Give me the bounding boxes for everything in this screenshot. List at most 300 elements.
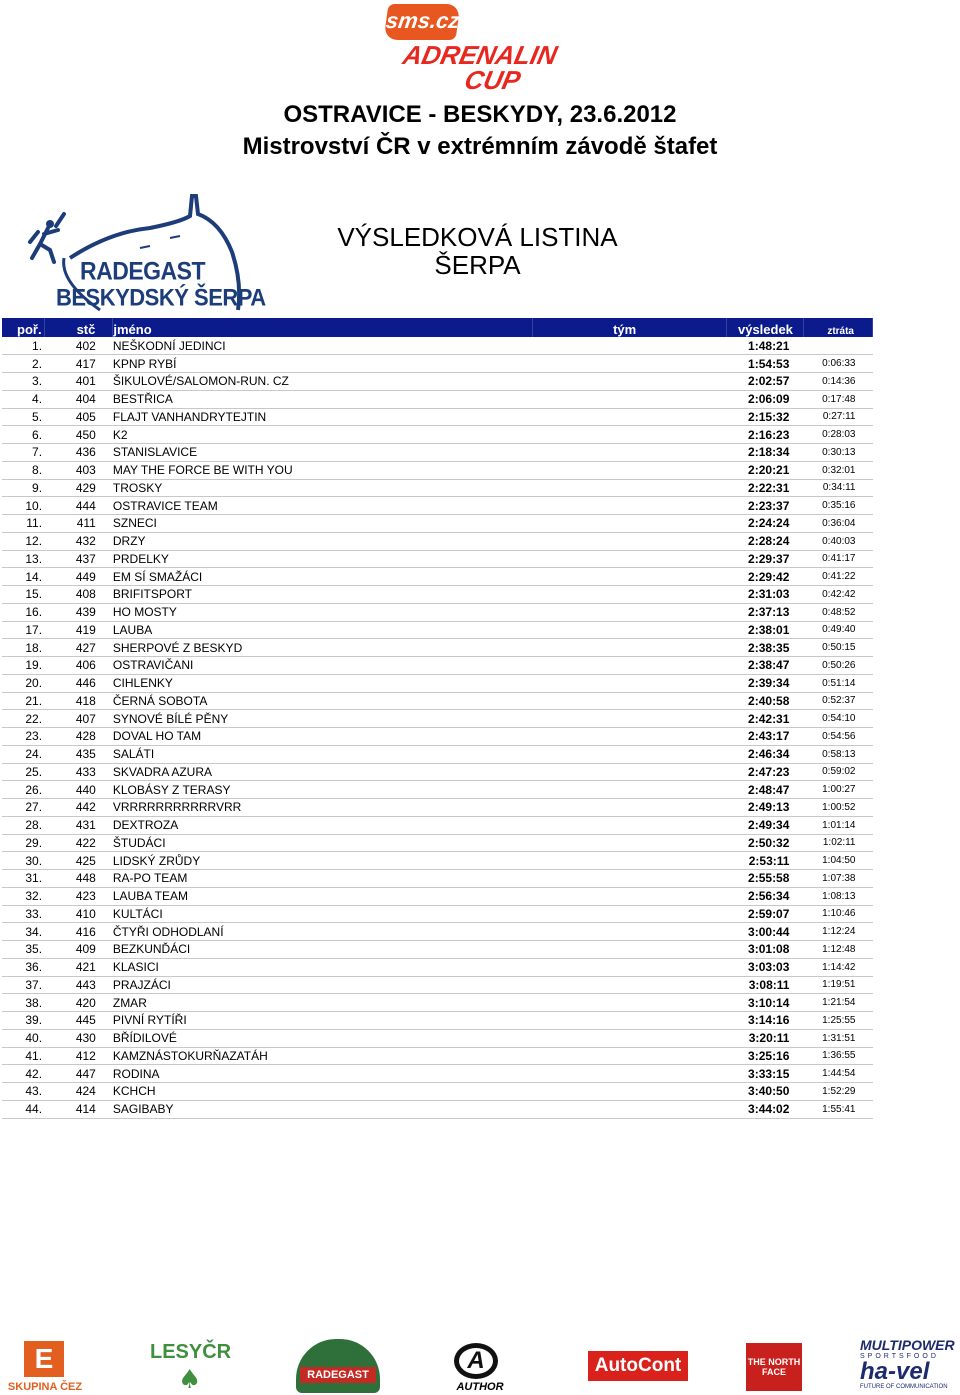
cell-result: 2:55:58 (726, 870, 803, 888)
table-row (2, 657, 873, 675)
cell-team (533, 426, 726, 444)
cell-name: K2 (113, 426, 533, 444)
cell-result: 2:06:09 (726, 390, 803, 408)
cell-rank: 27. (2, 799, 44, 817)
cell-result: 2:43:17 (726, 728, 803, 746)
cell-result: 3:08:11 (726, 976, 803, 994)
cell-bib: 436 (44, 444, 113, 462)
cell-name: KCHCH (113, 1083, 533, 1101)
cell-result: 3:03:03 (726, 958, 803, 976)
cell-loss: 0:17:48 (803, 390, 872, 408)
cell-name: OSTRAVICE TEAM (113, 497, 533, 515)
cell-rank: 22. (2, 710, 44, 728)
cell-team (533, 479, 726, 497)
cell-name: LAUBA (113, 621, 533, 639)
cell-team (533, 692, 726, 710)
cell-rank: 29. (2, 834, 44, 852)
beskydsky-serpa-logo (20, 192, 266, 312)
cell-bib: 403 (44, 461, 113, 479)
cell-rank: 24. (2, 745, 44, 763)
cell-name: ZMAR (113, 994, 533, 1012)
havel-logo-text: ha-vel (860, 1358, 930, 1385)
cell-loss: 0:40:03 (803, 532, 872, 550)
cell-rank: 35. (2, 941, 44, 959)
cell-name: EM SÍ SMAŽÁCI (113, 568, 533, 586)
author-logo-text: AUTHOR (456, 1381, 504, 1393)
cell-name: BESTŘICA (113, 390, 533, 408)
cell-name: SKVADRA AZURA (113, 763, 533, 781)
cell-loss: 0:35:16 (803, 497, 872, 515)
autocont-logo: AutoCont (588, 1351, 688, 1381)
cell-rank: 30. (2, 852, 44, 870)
cell-result: 2:16:23 (726, 426, 803, 444)
table-row (2, 532, 873, 550)
cell-result: 2:47:23 (726, 763, 803, 781)
cell-team (533, 816, 726, 834)
smscz-logo-text: sms.cz (383, 4, 460, 40)
radegast-sponsor-text: RADEGAST (300, 1367, 376, 1383)
table-row (2, 887, 873, 905)
cell-team (533, 994, 726, 1012)
cell-loss: 1:12:48 (803, 941, 872, 959)
cell-loss: 0:41:22 (803, 568, 872, 586)
cell-team (533, 621, 726, 639)
cell-rank: 25. (2, 763, 44, 781)
cell-team (533, 586, 726, 604)
cell-name: LIDSKÝ ZRŮDY (113, 852, 533, 870)
cell-rank: 11. (2, 515, 44, 533)
cell-loss: 1:12:24 (803, 923, 872, 941)
cell-bib: 410 (44, 905, 113, 923)
cell-result: 3:44:02 (726, 1100, 803, 1118)
table-row (2, 1029, 873, 1047)
cell-result: 2:31:03 (726, 586, 803, 604)
table-row (2, 1100, 873, 1118)
cell-bib: 411 (44, 515, 113, 533)
table-row (2, 958, 873, 976)
cell-result: 2:38:47 (726, 657, 803, 675)
lesy-cr-logo (150, 1341, 238, 1395)
col-header-result: výsledek (726, 318, 803, 337)
cell-team (533, 373, 726, 391)
cell-name: KLOBÁSY Z TERASY (113, 781, 533, 799)
cell-result: 3:40:50 (726, 1083, 803, 1101)
cell-bib: 445 (44, 1012, 113, 1030)
cell-rank: 34. (2, 923, 44, 941)
cell-loss: 1:31:51 (803, 1029, 872, 1047)
table-row (2, 728, 873, 746)
cell-loss: 1:00:52 (803, 799, 872, 817)
table-row (2, 373, 873, 391)
table-row (2, 586, 873, 604)
cell-bib: 412 (44, 1047, 113, 1065)
col-header-loss: ztráta (803, 318, 872, 337)
cell-bib: 427 (44, 639, 113, 657)
cell-rank: 32. (2, 887, 44, 905)
cell-rank: 14. (2, 568, 44, 586)
cell-bib: 428 (44, 728, 113, 746)
table-row (2, 923, 873, 941)
cell-loss: 1:10:46 (803, 905, 872, 923)
cell-bib: 450 (44, 426, 113, 444)
tree-icon: ♠ (178, 1365, 202, 1395)
cell-rank: 31. (2, 870, 44, 888)
cell-rank: 37. (2, 976, 44, 994)
cell-result: 3:25:16 (726, 1047, 803, 1065)
cell-bib: 431 (44, 816, 113, 834)
cell-bib: 440 (44, 781, 113, 799)
event-title: OSTRAVICE - BESKYDY, 23.6.2012 (283, 101, 677, 128)
results-category: ŠERPA (434, 250, 521, 280)
cell-rank: 5. (2, 408, 44, 426)
cell-loss: 1:52:29 (803, 1083, 872, 1101)
cell-result: 2:37:13 (726, 603, 803, 621)
table-row (2, 621, 873, 639)
cell-team (533, 958, 726, 976)
cell-loss: 0:49:40 (803, 621, 872, 639)
cell-rank: 41. (2, 1047, 44, 1065)
results-body (2, 337, 873, 1118)
cell-bib: 447 (44, 1065, 113, 1083)
cell-loss: 1:36:55 (803, 1047, 872, 1065)
cell-rank: 42. (2, 1065, 44, 1083)
cell-bib: 430 (44, 1029, 113, 1047)
cell-result: 3:14:16 (726, 1012, 803, 1030)
table-row (2, 870, 873, 888)
cell-bib: 425 (44, 852, 113, 870)
table-row (2, 905, 873, 923)
table-header-row (2, 318, 873, 337)
cell-team (533, 852, 726, 870)
table-row (2, 941, 873, 959)
cell-bib: 408 (44, 586, 113, 604)
cell-rank: 9. (2, 479, 44, 497)
cell-loss (803, 337, 872, 355)
cell-team (533, 781, 726, 799)
cell-team (533, 941, 726, 959)
table-row (2, 550, 873, 568)
cell-bib: 420 (44, 994, 113, 1012)
cell-bib: 446 (44, 674, 113, 692)
cell-loss: 0:50:26 (803, 657, 872, 675)
cell-name: DEXTROZA (113, 816, 533, 834)
cell-name: ŠIKULOVÉ/SALOMON-RUN. CZ (113, 373, 533, 391)
table-row (2, 497, 873, 515)
cell-team (533, 639, 726, 657)
multipower-logo-text: MULTIPOWER (860, 1337, 955, 1353)
cell-name: TROSKY (113, 479, 533, 497)
cell-loss: 1:19:51 (803, 976, 872, 994)
cell-team (533, 1047, 726, 1065)
cell-result: 3:00:44 (726, 923, 803, 941)
cell-result: 3:10:14 (726, 994, 803, 1012)
cell-name: RA-PO TEAM (113, 870, 533, 888)
radegast-logo-text: RADEGAST (80, 256, 206, 286)
cell-rank: 23. (2, 728, 44, 746)
cell-result: 2:28:24 (726, 532, 803, 550)
sponsors-bar (0, 1335, 960, 1395)
cell-team (533, 674, 726, 692)
cell-result: 2:49:13 (726, 799, 803, 817)
adrenalin-cup-logo (370, 2, 590, 94)
cell-name: SAGIBABY (113, 1100, 533, 1118)
cell-bib: 409 (44, 941, 113, 959)
cell-team (533, 745, 726, 763)
cell-bib: 404 (44, 390, 113, 408)
table-row (2, 763, 873, 781)
table-row (2, 390, 873, 408)
cell-bib: 432 (44, 532, 113, 550)
table-row (2, 674, 873, 692)
cell-team (533, 444, 726, 462)
table-row (2, 976, 873, 994)
cell-result: 2:53:11 (726, 852, 803, 870)
results-table (2, 318, 873, 1119)
table-row (2, 745, 873, 763)
cell-loss: 0:54:56 (803, 728, 872, 746)
cell-result: 2:56:34 (726, 887, 803, 905)
cell-bib: 437 (44, 550, 113, 568)
table-row (2, 852, 873, 870)
cell-rank: 12. (2, 532, 44, 550)
cell-name: RODINA (113, 1065, 533, 1083)
cell-loss: 0:54:10 (803, 710, 872, 728)
cell-team (533, 337, 726, 355)
cell-loss: 1:55:41 (803, 1100, 872, 1118)
cell-bib: 444 (44, 497, 113, 515)
cell-team (533, 408, 726, 426)
cell-result: 1:48:21 (726, 337, 803, 355)
cell-loss: 0:42:42 (803, 586, 872, 604)
cell-team (533, 461, 726, 479)
havel-sub-text: FUTURE OF COMMUNICATION (860, 1384, 948, 1390)
multipower-havel-logos (860, 1337, 960, 1395)
cell-bib: 414 (44, 1100, 113, 1118)
cell-result: 2:24:24 (726, 515, 803, 533)
cell-loss: 0:36:04 (803, 515, 872, 533)
cell-team (533, 1029, 726, 1047)
adrenalin-logo-text: ADRENALIN (400, 40, 560, 70)
cell-bib: 423 (44, 887, 113, 905)
cell-loss: 0:50:15 (803, 639, 872, 657)
cell-bib: 402 (44, 337, 113, 355)
cell-name: SALÁTI (113, 745, 533, 763)
table-row (2, 781, 873, 799)
cell-result: 2:20:21 (726, 461, 803, 479)
beskydsky-serpa-logo-text: BESKYDSKÝ ŠERPA (56, 283, 266, 312)
cell-team (533, 905, 726, 923)
cell-name: STANISLAVICE (113, 444, 533, 462)
cell-rank: 3. (2, 373, 44, 391)
cell-result: 2:38:01 (726, 621, 803, 639)
cell-name: FLAJT VANHANDRYTEJTIN (113, 408, 533, 426)
cell-team (533, 568, 726, 586)
cell-loss: 1:07:38 (803, 870, 872, 888)
cell-rank: 2. (2, 355, 44, 373)
cell-name: KULTÁCI (113, 905, 533, 923)
cell-bib: 405 (44, 408, 113, 426)
table-row (2, 710, 873, 728)
table-row (2, 994, 873, 1012)
cell-result: 3:01:08 (726, 941, 803, 959)
cell-loss: 1:00:27 (803, 781, 872, 799)
cell-name: OSTRAVIČANI (113, 657, 533, 675)
results-title: VÝSLEDKOVÁ LISTINA (337, 222, 618, 252)
table-row (2, 816, 873, 834)
cell-name: KLASICI (113, 958, 533, 976)
cell-result: 2:40:58 (726, 692, 803, 710)
cell-team (533, 1065, 726, 1083)
cell-result: 2:50:32 (726, 834, 803, 852)
cell-rank: 1. (2, 337, 44, 355)
cell-bib: 416 (44, 923, 113, 941)
cell-result: 2:59:07 (726, 905, 803, 923)
cell-team (533, 870, 726, 888)
cell-rank: 21. (2, 692, 44, 710)
table-row (2, 1083, 873, 1101)
cell-team (533, 515, 726, 533)
cez-logo (2, 1341, 88, 1395)
cell-rank: 28. (2, 816, 44, 834)
cell-loss: 0:28:03 (803, 426, 872, 444)
cell-rank: 4. (2, 390, 44, 408)
table-row (2, 461, 873, 479)
cell-bib: 448 (44, 870, 113, 888)
cell-name: DOVAL HO TAM (113, 728, 533, 746)
event-subtitle: Mistrovství ČR v extrémním závodě štafet (242, 133, 718, 160)
cell-result: 2:38:35 (726, 639, 803, 657)
cell-rank: 13. (2, 550, 44, 568)
cell-team (533, 834, 726, 852)
cell-rank: 43. (2, 1083, 44, 1101)
cell-bib: 407 (44, 710, 113, 728)
cell-rank: 20. (2, 674, 44, 692)
cell-rank: 33. (2, 905, 44, 923)
cell-rank: 38. (2, 994, 44, 1012)
cell-team (533, 603, 726, 621)
cell-loss: 1:08:13 (803, 887, 872, 905)
cell-team (533, 728, 726, 746)
table-row (2, 799, 873, 817)
cell-bib: 439 (44, 603, 113, 621)
cell-rank: 40. (2, 1029, 44, 1047)
cez-mark-icon: E (24, 1341, 64, 1377)
cell-loss: 0:51:14 (803, 674, 872, 692)
cell-rank: 26. (2, 781, 44, 799)
cell-rank: 18. (2, 639, 44, 657)
radegast-sponsor-logo (296, 1339, 380, 1393)
cell-name: CIHLENKY (113, 674, 533, 692)
cell-team (533, 923, 726, 941)
cell-team (533, 976, 726, 994)
cell-loss: 1:02:11 (803, 834, 872, 852)
table-row (2, 408, 873, 426)
cell-loss: 0:52:37 (803, 692, 872, 710)
table-row (2, 1065, 873, 1083)
cell-rank: 15. (2, 586, 44, 604)
cell-name: BŘÍDILOVÉ (113, 1029, 533, 1047)
table-row (2, 692, 873, 710)
cell-loss: 0:14:36 (803, 373, 872, 391)
cell-name: BEZKUNĎÁCI (113, 941, 533, 959)
cell-team (533, 657, 726, 675)
cell-bib: 406 (44, 657, 113, 675)
cell-bib: 433 (44, 763, 113, 781)
table-row (2, 1012, 873, 1030)
cell-loss: 1:04:50 (803, 852, 872, 870)
cell-result: 2:18:34 (726, 444, 803, 462)
cell-name: LAUBA TEAM (113, 887, 533, 905)
cell-bib: 419 (44, 621, 113, 639)
cell-rank: 36. (2, 958, 44, 976)
cell-loss: 1:25:55 (803, 1012, 872, 1030)
cell-loss: 0:06:33 (803, 355, 872, 373)
cell-bib: 442 (44, 799, 113, 817)
cell-rank: 6. (2, 426, 44, 444)
cell-name: ČERNÁ SOBOTA (113, 692, 533, 710)
cell-name: NEŠKODNÍ JEDINCI (113, 337, 533, 355)
cell-team (533, 799, 726, 817)
col-header-rank: poř. (2, 318, 44, 337)
cell-name: PRAJZÁCI (113, 976, 533, 994)
table-row (2, 834, 873, 852)
cell-result: 2:42:31 (726, 710, 803, 728)
col-header-team: tým (533, 318, 726, 337)
cell-loss: 0:59:02 (803, 763, 872, 781)
cell-rank: 17. (2, 621, 44, 639)
cell-rank: 39. (2, 1012, 44, 1030)
table-row (2, 355, 873, 373)
cell-result: 3:20:11 (726, 1029, 803, 1047)
cell-bib: 418 (44, 692, 113, 710)
cell-name: ČTYŘI ODHODLANÍ (113, 923, 533, 941)
cell-rank: 7. (2, 444, 44, 462)
cell-name: ŠTUDÁCI (113, 834, 533, 852)
table-row (2, 603, 873, 621)
table-row (2, 337, 873, 355)
lesy-cr-logo-text: LESYČR (150, 1341, 232, 1363)
cell-team (533, 1083, 726, 1101)
cell-loss: 0:41:17 (803, 550, 872, 568)
cell-bib: 417 (44, 355, 113, 373)
cell-bib: 443 (44, 976, 113, 994)
multipower-sub-text: SPORTSFOOD (860, 1353, 939, 1360)
cell-team (533, 763, 726, 781)
cell-result: 1:54:53 (726, 355, 803, 373)
north-face-logo: THE NORTH FACE (746, 1343, 802, 1391)
cell-name: DRZY (113, 532, 533, 550)
cell-bib: 424 (44, 1083, 113, 1101)
cell-bib: 421 (44, 958, 113, 976)
cell-bib: 435 (44, 745, 113, 763)
cell-result: 2:39:34 (726, 674, 803, 692)
cell-name: VRRRRRRRRRRRVRR (113, 799, 533, 817)
cell-bib: 429 (44, 479, 113, 497)
cell-name: KAMZNÁSTOKURŇAZATÁH (113, 1047, 533, 1065)
cell-name: HO MOSTY (113, 603, 533, 621)
cell-result: 2:46:34 (726, 745, 803, 763)
cell-name: SZNECI (113, 515, 533, 533)
table-row (2, 426, 873, 444)
cell-team (533, 710, 726, 728)
cell-result: 2:23:37 (726, 497, 803, 515)
cell-bib: 422 (44, 834, 113, 852)
cell-team (533, 532, 726, 550)
cell-team (533, 887, 726, 905)
cell-name: SHERPOVÉ Z BESKYD (113, 639, 533, 657)
cell-loss: 1:44:54 (803, 1065, 872, 1083)
cell-loss: 1:01:14 (803, 816, 872, 834)
